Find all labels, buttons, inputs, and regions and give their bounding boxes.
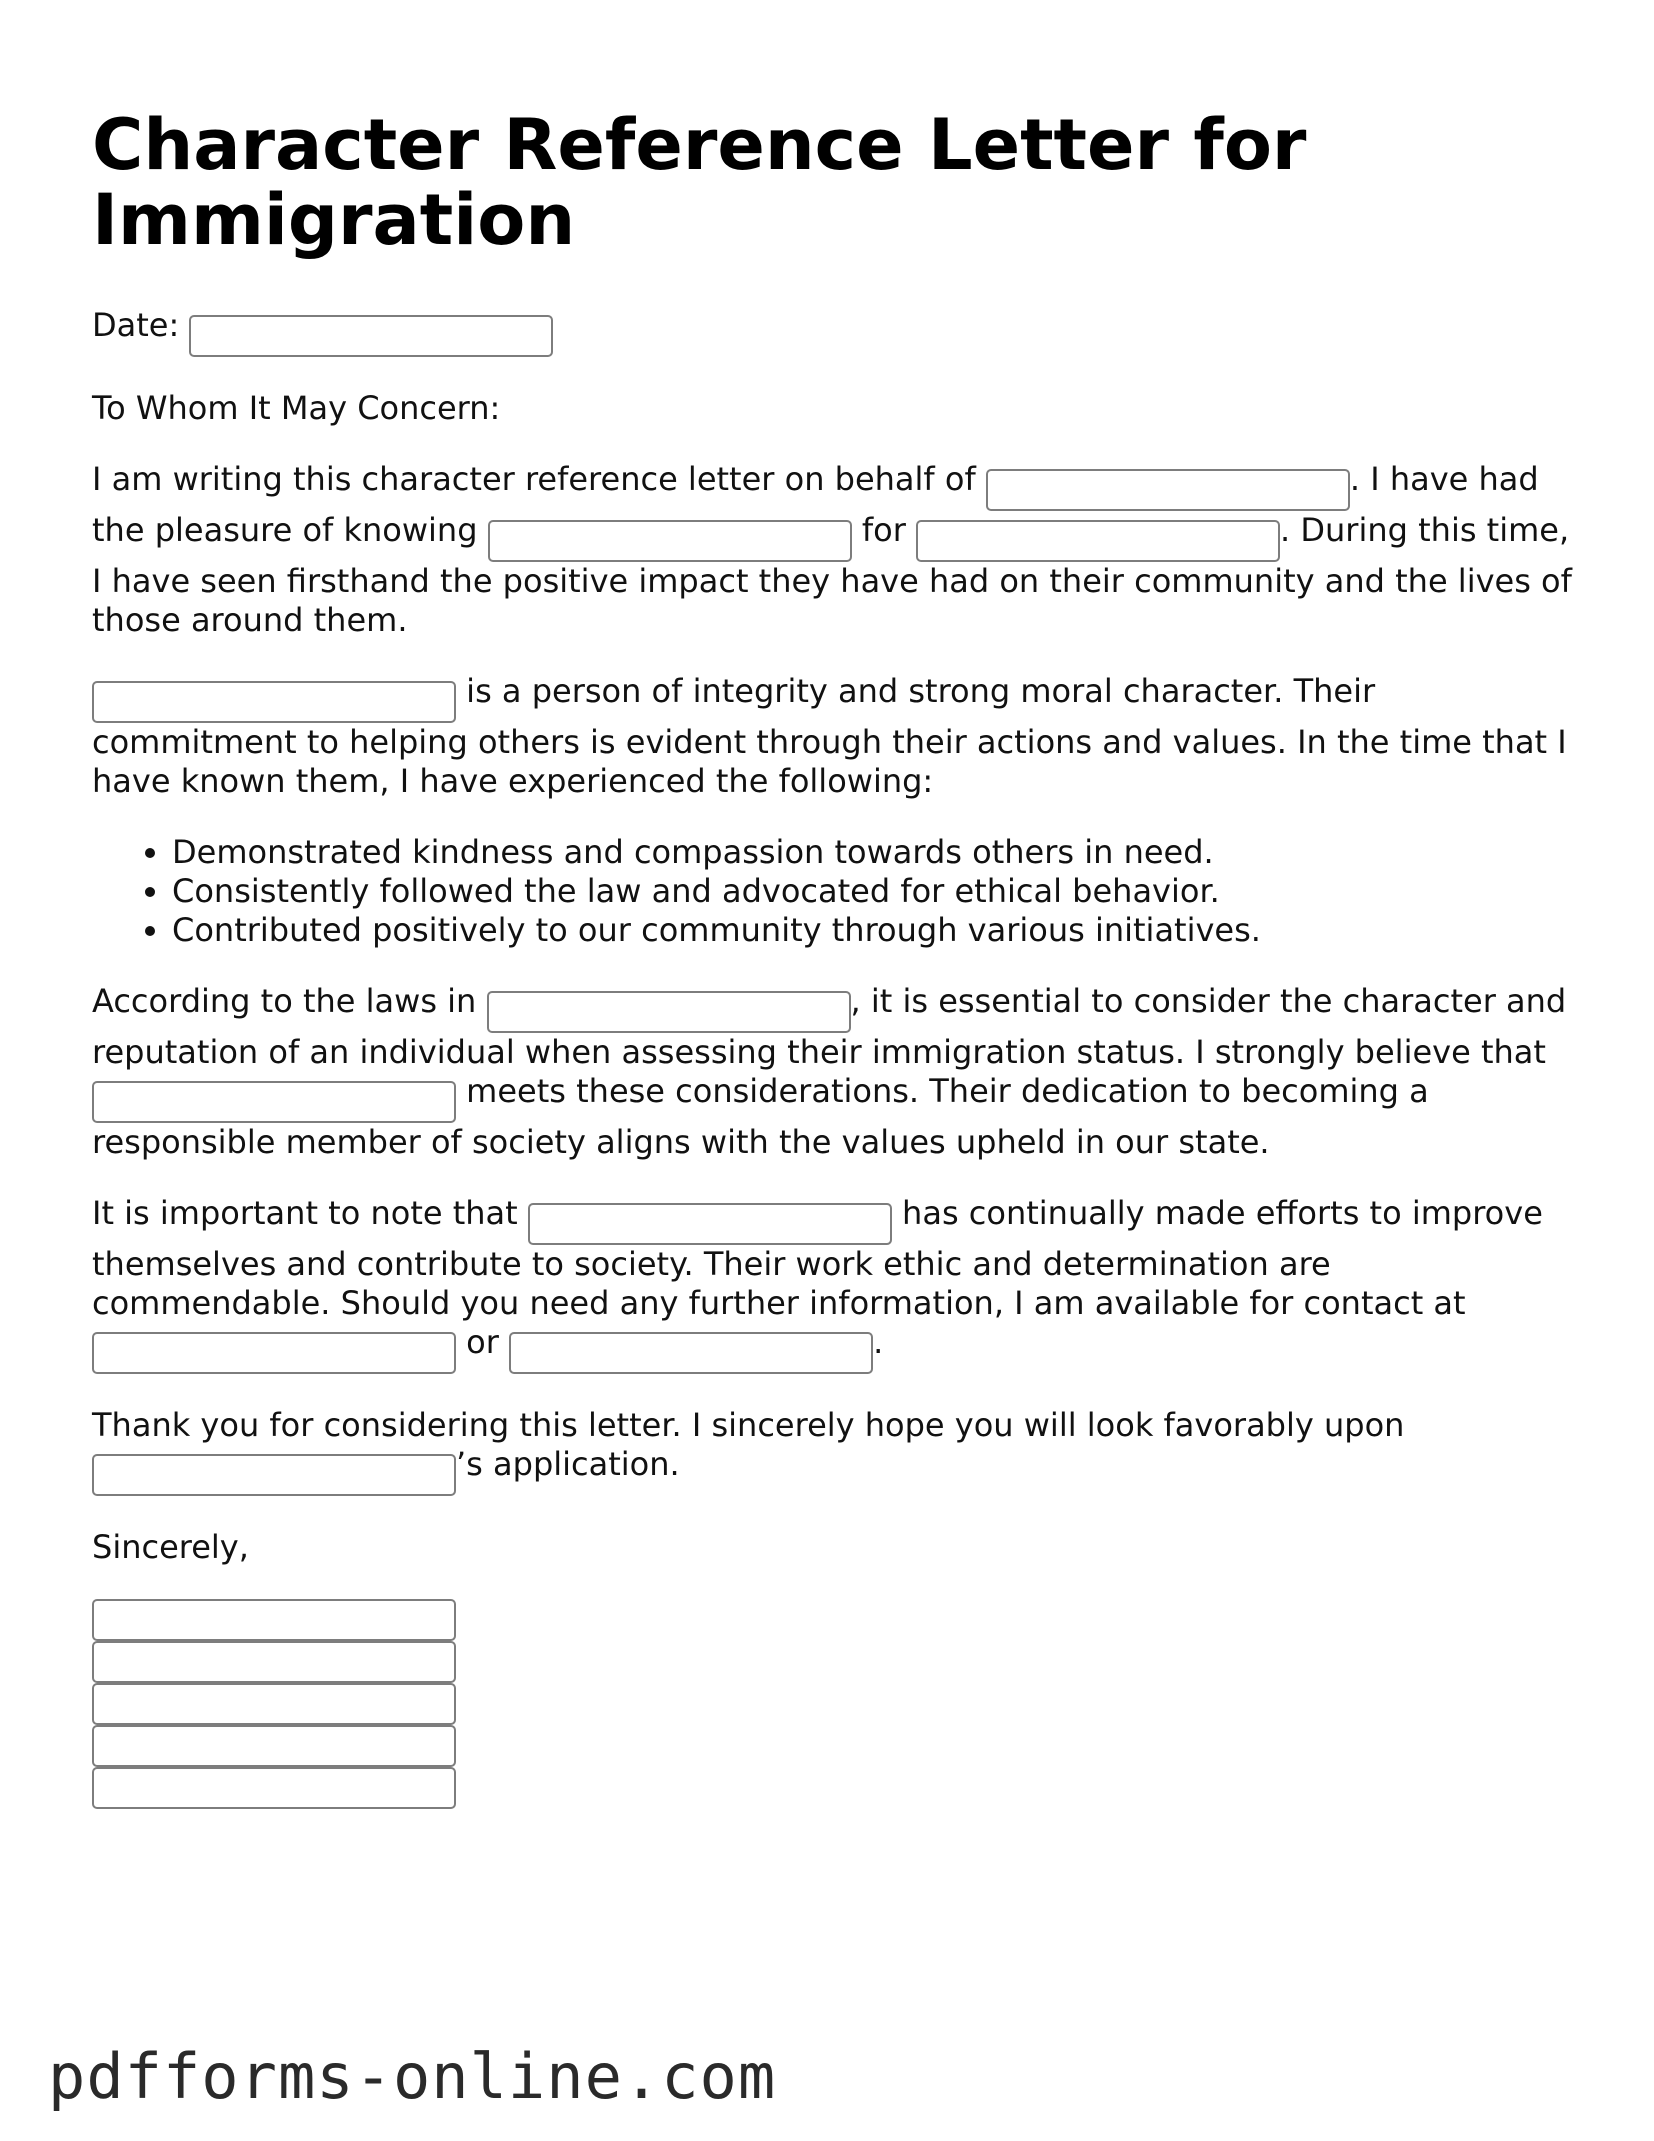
applicant-name-input-5[interactable]	[92, 1454, 456, 1496]
paragraph-laws	[92, 982, 1572, 1162]
para4-text-4: .	[873, 1323, 884, 1361]
para3-text-1: According to the laws in	[92, 982, 487, 1020]
para1-text-1: I am writing this character reference letter on behalf of	[92, 460, 986, 498]
duration-input[interactable]	[916, 520, 1280, 562]
page-title: Character Reference Letter for Immigration	[92, 104, 1307, 261]
letter-page	[92, 104, 1572, 1809]
date-label: Date:	[92, 306, 180, 344]
signature-contact-input[interactable]	[92, 1767, 456, 1809]
watermark: pdfforms-online.com	[48, 2040, 777, 2113]
paragraph-contact	[92, 1194, 1572, 1374]
para1-text-4: . During this time, I have seen firsthand the positive impact they have had on their community and the lives of those around them.	[92, 511, 1572, 639]
para4-text-3: or	[456, 1323, 510, 1361]
signature-title-input[interactable]	[92, 1641, 456, 1683]
para4-text-2: has continually made efforts to improve themselves and contribute to society. Their work ethic and determination are commendable. Should you need any further information, I am available for contact at	[92, 1194, 1543, 1322]
closing: Sincerely,	[92, 1528, 249, 1566]
para3-text-3: meets these considerations. Their dedication to becoming a responsible member of society aligns with the values upheld in our state.	[92, 1072, 1429, 1161]
signature-city-input[interactable]	[92, 1725, 456, 1767]
applicant-name-input[interactable]	[986, 469, 1350, 511]
contact-email-input[interactable]	[509, 1332, 873, 1374]
para2-text-1: is a person of integrity and strong moral character. Their commitment to helping others is evident through their actions and values. In the time that I have known them, I have experienced the following:	[92, 672, 1567, 800]
date-input[interactable]	[189, 315, 553, 357]
applicant-name-input-2[interactable]	[92, 681, 456, 723]
list-item: • Contributed positively to our community through various initiatives.	[172, 911, 1572, 950]
relationship-input[interactable]	[488, 520, 852, 562]
state-input[interactable]	[487, 991, 851, 1033]
para5-text-1: Thank you for considering this letter. I sincerely hope you will look favorably upon	[92, 1406, 1405, 1444]
date-line	[92, 306, 1572, 357]
para4-text-1: It is important to note that	[92, 1194, 528, 1232]
para5-text-2: ’s application.	[456, 1445, 680, 1483]
contact-phone-input[interactable]	[92, 1332, 456, 1374]
para1-text-2: . I have had the pleasure of knowing	[92, 460, 1539, 549]
para3-text-2: , it is essential to consider the character and reputation of an individual when assessing their immigration status. I strongly believe that	[92, 982, 1567, 1071]
signature-address-input[interactable]	[92, 1683, 456, 1725]
signature-name-input[interactable]	[92, 1599, 456, 1641]
signature-block	[92, 1599, 1572, 1809]
list-item: • Demonstrated kindness and compassion towards others in need.	[172, 833, 1572, 872]
applicant-name-input-3[interactable]	[92, 1081, 456, 1123]
paragraph-introduction	[92, 460, 1572, 640]
salutation: To Whom It May Concern:	[92, 389, 501, 427]
list-item: • Consistently followed the law and advocated for ethical behavior.	[172, 872, 1572, 911]
applicant-name-input-4[interactable]	[528, 1203, 892, 1245]
para1-text-3: for	[851, 511, 917, 549]
paragraph-thanks	[92, 1406, 1572, 1496]
paragraph-character	[92, 672, 1572, 801]
experience-list	[92, 833, 1572, 950]
